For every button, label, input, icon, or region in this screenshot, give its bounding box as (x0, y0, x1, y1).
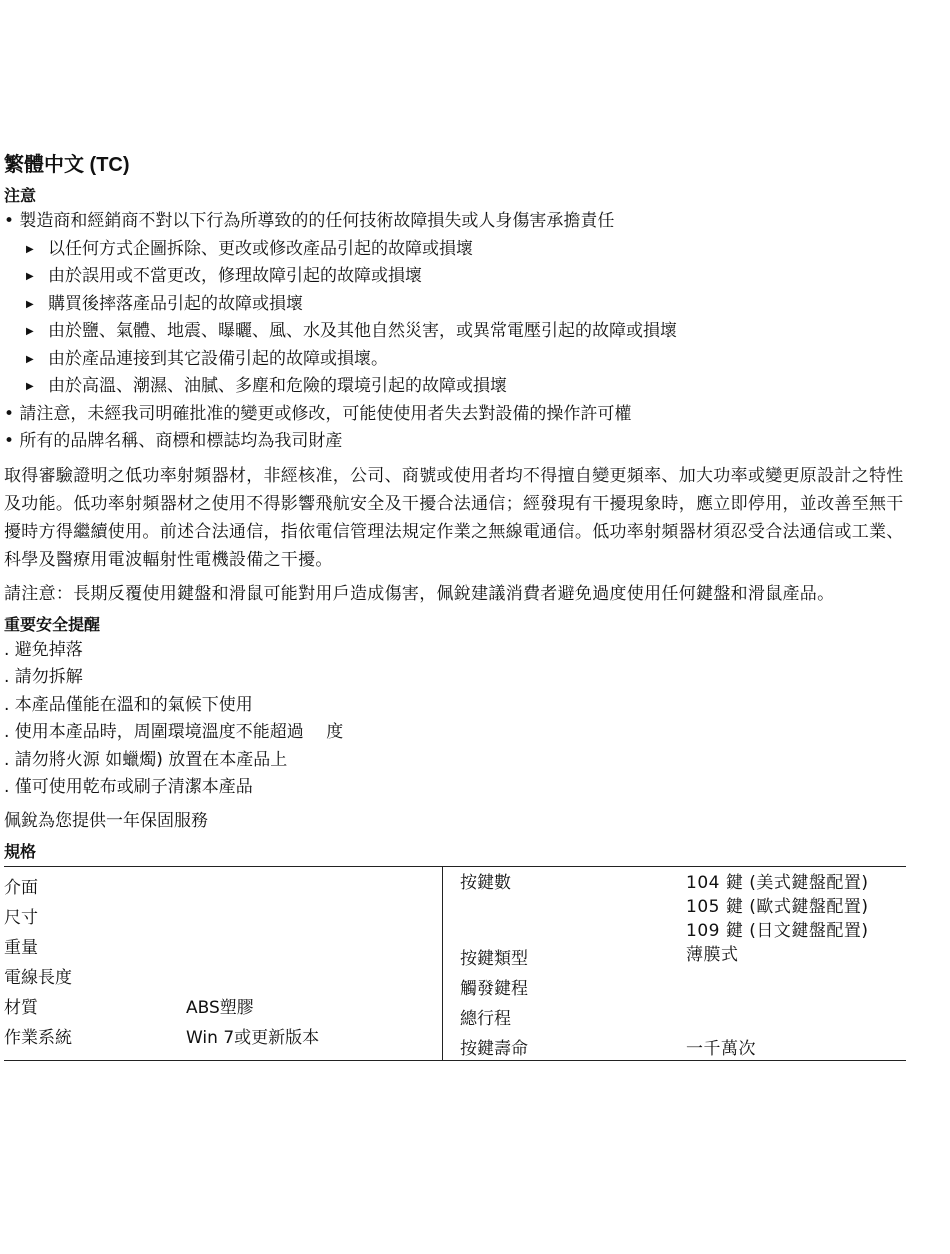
specs-right-column (460, 871, 900, 1063)
document-page (4, 148, 914, 1061)
specs-left-column (4, 873, 434, 1053)
notice-bullet-3: • 所有的品牌名稱、商標和標誌均為我司財產 (4, 431, 343, 451)
spec-row-key-life: 按鍵壽命 一千萬次 (460, 1039, 756, 1059)
safety-item: . 請勿拆解 (4, 667, 83, 687)
notice-sub-item: ▶ 由於高溫、潮濕、油膩、多塵和危險的環境引起的故障或損壞 (4, 373, 914, 401)
notice-sub-item: ▶ 由於誤用或不當更改，修理故障引起的故障或損壞 (4, 263, 914, 291)
spec-row: 電線長度 (4, 968, 72, 988)
spec-row: 尺寸 (4, 908, 38, 928)
triangle-right-icon: ▶ (26, 326, 34, 337)
specs-divider (442, 867, 443, 1060)
safety-item: . 僅可使用乾布或刷子清潔本產品 (4, 777, 253, 797)
page-title: 繁體中文 (TC) (4, 154, 130, 176)
safety-heading: 重要安全提醒 (4, 614, 101, 634)
safety-item: . 避免掉落 (4, 639, 83, 660)
spec-row: 介面 (4, 878, 38, 898)
safety-item: . 使用本產品時，周圍環境溫度不能超過 度 (4, 722, 344, 742)
notice-heading: 注意 (4, 186, 37, 205)
spec-row: 重量 (4, 938, 38, 958)
spec-row: 材質 ABS塑膠 (4, 998, 254, 1018)
ncc-paragraph: 取得審驗證明之低功率射頻器材，非經核准，公司、商號或使用者均不得擅自變更頻率、加大功率或變更原設計之特性及功能。低功率射頻器材之使用不得影響飛航安全及干擾合法通信；經發現有干擾現象時，應立即停用，並改善至無干擾時方得繼續使用。前述合法通信，指依電信管理法規定作業之無線電通信。低功率射頻器材須忍受合法通信或工業、科學及醫療用電波輻射性電機設備之干擾。 (4, 465, 904, 570)
triangle-right-icon: ▶ (26, 271, 34, 282)
specs-heading: 規格 (4, 842, 37, 861)
spec-row: 作業系統 Win 7或更新版本 (4, 1028, 320, 1048)
notice-sub-item: ▶ 由於鹽、氣體、地震、曝曬、風、水及其他自然災害，或異常電壓引起的故障或損壞 (4, 318, 914, 346)
safety-item: . 請勿將火源 如蠟燭) 放置在本產品上 (4, 749, 288, 770)
spec-row-key-type: 按鍵類型 薄膜式 (460, 945, 739, 969)
notice-sub-item: ▶ 購買後摔落產品引起的故障或損壞 (4, 291, 914, 319)
warranty-text: 佩銳為您提供一年保固服務 (4, 810, 208, 831)
spec-row-actuation: 觸發鍵程 (460, 979, 528, 999)
triangle-right-icon: ▶ (26, 353, 34, 365)
notice-bullet-1: • 製造商和經銷商不對以下行為所導致的的任何技術故障損失或人身傷害承擔責任 (4, 211, 615, 231)
notice-sub-item: ▶ 以任何方式企圖拆除、更改或修改產品引起的故障或損壞 (4, 236, 914, 264)
triangle-right-icon: ▶ (26, 243, 34, 255)
health-warning-paragraph: 請注意：長期反覆使用鍵盤和滑鼠可能對用戶造成傷害，佩銳建議消費者避免過度使用任何鍵盤和滑鼠產品。 (4, 583, 835, 604)
spec-row-travel: 總行程 (460, 1009, 511, 1029)
spec-row-key-count: 按鍵數 104 鍵 (美式鍵盤配置) 105 鍵 (歐式鍵盤配置) 109 鍵 (日文鍵盤配置) (460, 873, 869, 941)
triangle-right-icon: ▶ (26, 298, 34, 310)
notice-sub-item: ▶ 由於產品連接到其它設備引起的故障或損壞。 (4, 346, 914, 374)
triangle-right-icon: ▶ (26, 381, 34, 392)
specs-table (4, 866, 906, 1061)
safety-item: . 本產品僅能在溫和的氣候下使用 (4, 694, 253, 715)
notice-bullet-2: • 請注意，未經我司明確批准的變更或修改，可能使使用者失去對設備的操作許可權 (4, 403, 632, 424)
